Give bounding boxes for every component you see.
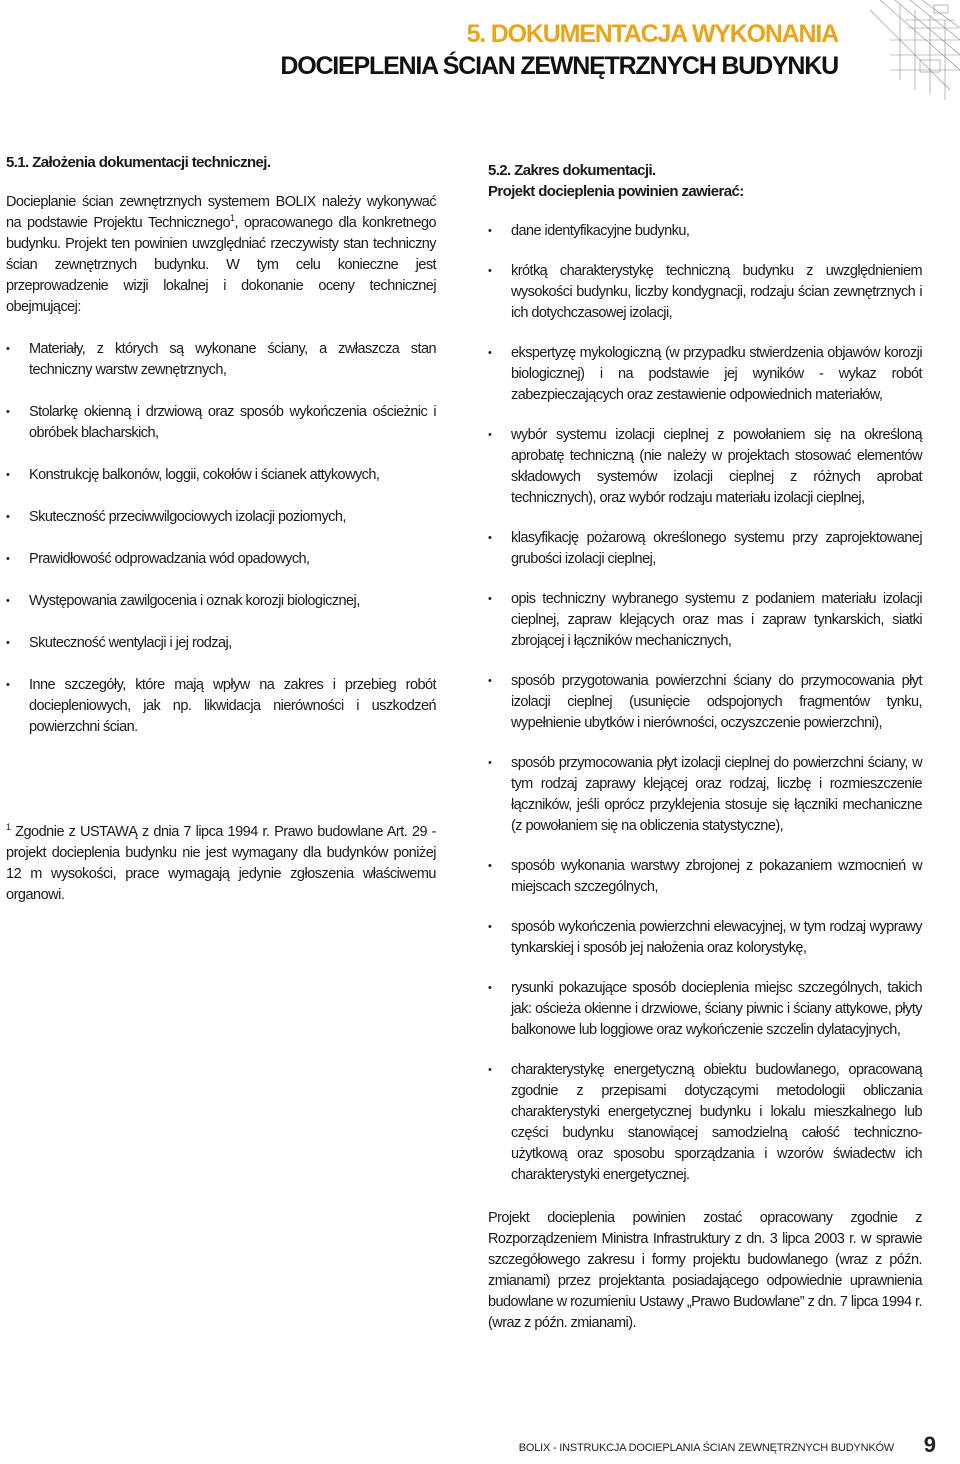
footer-label: BOLIX - INSTRUKCJA DOCIEPLANIA ŚCIAN ZEWNĘTRZNYCH BUDYNKÓW: [518, 1442, 894, 1454]
list-item: • Skuteczność przeciwwilgociowych izolacji poziomych,: [6, 507, 436, 528]
page-header-title: [280, 18, 838, 82]
intro-paragraph: [6, 192, 436, 318]
list-item: • Materiały, z których są wykonane ściany, a zwłaszcza stan techniczny warstw zewnętrznych,: [6, 339, 436, 381]
list-item: • opis techniczny wybranego systemu z podaniem materiału izolacji cieplnej, zapraw klejących oraz mas i zapraw tynkarskich, siatki zbrojącej i łączników mechanicznych,: [488, 589, 922, 652]
footnote-text: Zgodnie z USTAWĄ z dnia 7 lipca 1994 r. Prawo budowlane Art. 29 - projekt docieplenia budynku nie jest wymagany dla budynków poniżej 12 m wysokości, prace wymagają jedynie zgłoszenia właściwemu organowi.: [6, 824, 436, 903]
list-item: • klasyfikację pożarową określonego systemu przy zaprojektowanej grubości izolacji cieplnej,: [488, 528, 922, 570]
right-column: [488, 160, 922, 1334]
left-column: [6, 152, 436, 738]
page-number: 9: [923, 1432, 936, 1457]
footnote-marker: 1: [6, 822, 11, 833]
list-item: • Skuteczność wentylacji i jej rodzaj,: [6, 633, 436, 654]
intro-text-part1: Docieplanie ścian zewnętrznych systemem BOLIX należy wykonywać na podstawie Projektu Technicznego: [6, 194, 436, 231]
closing-paragraph: Projekt docieplenia powinien zostać opracowany zgodnie z Rozporządzeniem Ministra Infrastruktury z dn. 3 lipca 2003 r. w sprawie szczegółowego zakresu i formy projektu budowlanego (wraz z późn. zmianami) przez projektanta posiadającego odpowiednie uprawnienia budowlane w rozumieniu Ustawy „Prawo Budowlane” z dn. 7 lipca 1994 r. (wraz z późn. zmianami).: [488, 1210, 922, 1331]
footnote: [6, 822, 436, 906]
list-item: • krótką charakterystykę techniczną budynku z uwzględnieniem wysokości budynku, liczby kondygnacji, rodzaju ścian zewnętrznych i ich dotychczasowej izolacji,: [488, 261, 922, 324]
assessment-list: [6, 339, 436, 738]
section-subheading: Projekt docieplenia powinien zawierać:: [488, 183, 744, 200]
list-item: • Występowania zawilgocenia i oznak korozji biologicznej,: [6, 591, 436, 612]
list-item: • Stolarkę okienną i drzwiową oraz sposób wykończenia ościeżnic i obróbek blacharskich,: [6, 402, 436, 444]
list-item: • wybór systemu izolacji cieplnej z powołaniem się na określoną aprobatę techniczną (nie należy w projektach stosować elementów składowych systemów izolacji cieplnej z różnych aprobat technicznych), oraz wybór rodzaju materiału izolacji cieplnej,: [488, 425, 922, 509]
intro-text-part2: , opracowanego dla konkretnego budynku. Projekt ten powinien uwzględniać rzeczywisty stan techniczny ścian zewnętrznych budynku. W tym celu konieczne jest przeprowadzenie wizji lokalnej i dokonanie oceny technicznej obejmującej:: [6, 215, 436, 315]
list-item: • rysunki pokazujące sposób docieplenia miejsc szczególnych, takich jak: ościeża okienne i drzwiowe, ściany piwnic i ściany attykowe, płyty balkonowe lub loggiowe oraz wykończenie szczelin dylatacyjnych,: [488, 978, 922, 1041]
list-item: • charakterystykę energetyczną obiektu budowlanego, opracowaną zgodnie z przepisami dotyczącymi metodologii obliczania charakterystyki energetycznej budynku i lokalu mieszkalnego lub części budynku stanowiącej samodzielną całość techniczno-użytkową oraz sposobu sporządzania i wzorów świadectw ich charakterystyki energetycznej.: [488, 1060, 922, 1186]
header-title-line1: 5. DOKUMENTACJA WYKONANIA: [466, 20, 838, 48]
project-contents-list: [488, 221, 922, 1186]
list-item: • Konstrukcję balkonów, loggii, cokołów i ścianek attykowych,: [6, 465, 436, 486]
section-heading-5-1: 5.1. Założenia dokumentacji technicznej.: [6, 154, 271, 171]
list-item: • sposób przygotowania powierzchni ściany do przymocowania płyt izolacji cieplnej (usunięcie odspojonych fragmentów tynku, wypełnienie ubytków i nierówności, oczyszczenie powierzchni),: [488, 671, 922, 734]
architectural-drawing-icon: [860, 0, 960, 100]
list-item: • sposób przymocowania płyt izolacji cieplnej do powierzchni ściany, w tym rodzaj zaprawy klejącej oraz rodzaj, liczbę i rozmieszczenie łączników, jeśli oprócz przyklejenia stosuje się łączniki mechaniczne (z powołaniem się na obliczenia statystyczne),: [488, 753, 922, 837]
list-item: • Inne szczegóły, które mają wpływ na zakres i przebieg robót dociepleniowych, jak np. likwidacja nierówności i uszkodzeń powierzchni ścian.: [6, 675, 436, 738]
list-item: • sposób wykonania warstwy zbrojonej z pokazaniem wzmocnień w miejscach szczególnych,: [488, 856, 922, 898]
list-item: • dane identyfikacyjne budynku,: [488, 221, 922, 242]
footnote-reference: 1: [230, 213, 235, 224]
header-title-line2: DOCIEPLENIA ŚCIAN ZEWNĘTRZNYCH BUDYNKU: [280, 52, 838, 80]
list-item: • ekspertyzę mykologiczną (w przypadku stwierdzenia objawów korozji biologicznej) i na podstawie jej wyników - wykaz robót zabezpieczających oraz zestawienie odpowiednich materiałów,: [488, 343, 922, 406]
list-item: • sposób wykończenia powierzchni elewacyjnej, w tym rodzaj wyprawy tynkarskiej i sposób jej nałożenia oraz kolorystykę,: [488, 917, 922, 959]
list-item: • Prawidłowość odprowadzania wód opadowych,: [6, 549, 436, 570]
section-heading-5-2: 5.2. Zakres dokumentacji.: [488, 162, 656, 179]
